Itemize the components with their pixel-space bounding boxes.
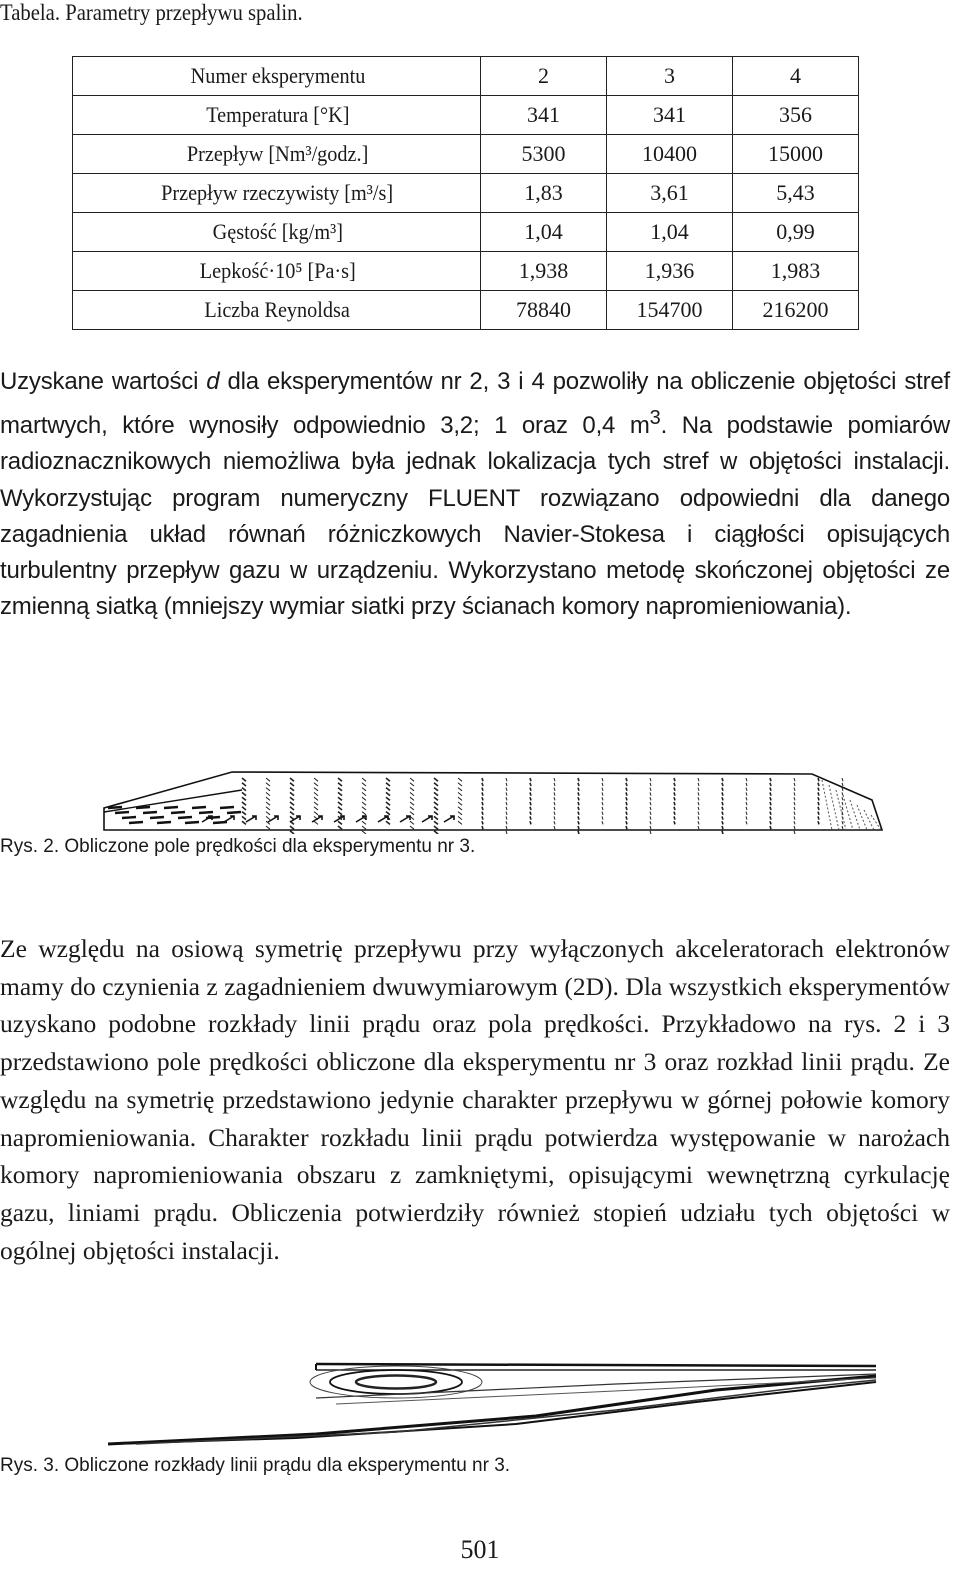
table-cell: 15000 — [733, 135, 859, 174]
row-label: Temperatura [°K] — [73, 96, 481, 135]
row-label: Lepkość·10⁵ [Pa·s] — [73, 252, 481, 291]
table-cell: 0,99 — [733, 213, 859, 252]
page-number: 501 — [460, 1535, 500, 1564]
velocity-vectors — [104, 772, 882, 834]
table-header-row — [73, 57, 859, 96]
table-cell: 356 — [733, 96, 859, 135]
row-label: Przepływ [Nm³/godz.] — [73, 135, 481, 174]
header-cell: 2 — [481, 57, 607, 96]
table-cell: 1,936 — [607, 252, 733, 291]
table-cell: 5,43 — [733, 174, 859, 213]
table-cell: 78840 — [481, 291, 607, 330]
table-cell: 5300 — [481, 135, 607, 174]
header-label: Numer eksperymentu — [73, 57, 481, 96]
table-row — [73, 135, 859, 174]
table-cell: 341 — [481, 96, 607, 135]
parameters-table — [72, 56, 859, 330]
table-cell: 1,04 — [607, 213, 733, 252]
table-cell: 1,938 — [481, 252, 607, 291]
row-label: Przepływ rzeczywisty [m³/s] — [73, 174, 481, 213]
chamber-outline — [108, 1364, 876, 1444]
table-cell: 216200 — [733, 291, 859, 330]
table-caption: Tabela. Parametry przepływu spalin. — [0, 0, 303, 25]
table-row — [73, 291, 859, 330]
recirculation-zone — [310, 1366, 876, 1404]
header-cell: 3 — [607, 57, 733, 96]
variable-d: d — [206, 368, 220, 395]
figure-3-caption: Rys. 3. Obliczone rozkłady linii prądu dla eksperymentu nr 3. — [0, 1455, 511, 1476]
table-cell: 10400 — [607, 135, 733, 174]
table-row — [73, 252, 859, 291]
table-row — [73, 96, 859, 135]
streamlines-figure — [96, 1358, 886, 1448]
paragraph-dead-zones: Uzyskane wartości d dla eksperymentów nr 2, 3 i 4 pozwoliły na obliczenie objętości stref martwych, które wynosiły odpowiednio 3,2; 1 oraz 0,4 $m^3$. Na podstawie pomiarów radioznacznikowych niemożliwa była jednak lokalizacja tych stref w objętości instalacji. Wykorzystując program numeryczny FLUENT rozwiązano odpowiedni dla danego zagadnienia układ równań różniczkowych Navier-Stokesa i ciągłości opisujących turbulentny przepływ gazu w urządzeniu. Wykorzystano metodę skończonej objętości ze zmienną siatką (mniejszy wymiar siatki przy ścianach komory napromieniowania). — [0, 368, 950, 621]
table-cell: 341 — [607, 96, 733, 135]
table-cell: 154700 — [607, 291, 733, 330]
table-row — [73, 213, 859, 252]
row-label: Liczba Reynoldsa — [73, 291, 481, 330]
row-label: Gęstość [kg/m³] — [73, 213, 481, 252]
header-cell: 4 — [733, 57, 859, 96]
figure-2-caption: Rys. 2. Obliczone pole prędkości dla eksperymentu nr 3. — [0, 836, 476, 857]
paragraph-flow-symmetry: Ze względu na osiową symetrię przepływu przy wyłączonych akceleratorach elektronów mamy do czynienia z zagadnieniem dwuwymiarowym (2D). Dla wszystkich eksperymentów uzyskano podobne rozkłady linii prądu oraz pola prędkości. Przykładowo na rys. 2 i 3 przedstawiono pole prędkości obliczone dla eksperymentu nr 3 oraz rozkład linii prądu. Ze względu na symetrię przedstawiono jedynie charakter przepływu w górnej połowie komory napromieniowania. Charakter rozkładu linii prądu potwierdza występowanie w narożach komory napromieniowania obszaru z zamkniętymi, opisującymi wewnętrzną cyrkulację gazu, liniami prądu. Obliczenia potwierdziły również stopień udziału tych objętości w ogólnej objętości instalacji. — [0, 934, 950, 1265]
velocity-field-figure — [92, 766, 892, 834]
table-cell: 1,983 — [733, 252, 859, 291]
table-cell: 1,04 — [481, 213, 607, 252]
table-row — [73, 174, 859, 213]
table-cell: 3,61 — [607, 174, 733, 213]
table-cell: 1,83 — [481, 174, 607, 213]
